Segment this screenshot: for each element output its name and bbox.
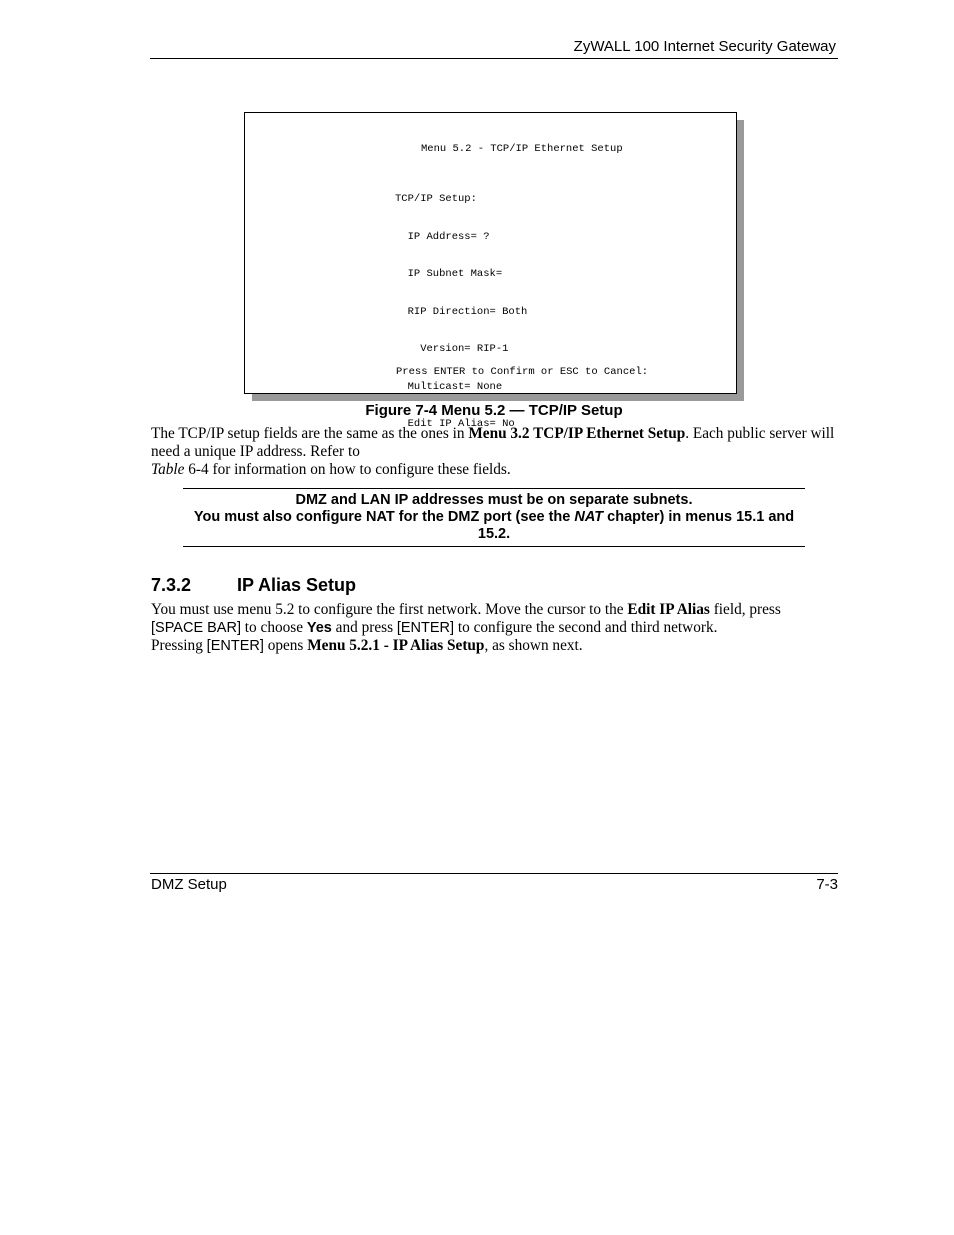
terminal-prompt: Press ENTER to Confirm or ESC to Cancel: xyxy=(396,366,649,378)
footer-page-number: 7-3 xyxy=(816,876,838,893)
footer-chapter: DMZ Setup xyxy=(151,876,227,893)
text: You must also configure NAT for the DMZ port (see the xyxy=(193,509,575,525)
text: You must use menu 5.2 to configure the first network. Move the cursor to the xyxy=(151,601,628,618)
page-footer xyxy=(150,873,838,893)
figure-caption: Figure 7-4 Menu 5.2 — TCP/IP Setup xyxy=(365,402,623,419)
page-header xyxy=(150,36,838,59)
key-label: [ENTER] xyxy=(396,620,455,636)
bold-text: Edit IP Alias xyxy=(627,601,710,618)
text: . Each public server will need a unique IP address. Refer to xyxy=(151,425,835,460)
text: chapter) in menus 15.1 and 15.2. xyxy=(477,509,795,542)
nat-chapter-reference: NAT xyxy=(574,509,604,525)
terminal-line: IP Subnet Mask= xyxy=(395,268,503,280)
terminal-line: RIP Direction= Both xyxy=(395,305,528,318)
section-number: 7.3.2 xyxy=(151,575,192,595)
terminal-line: Version= RIP-1 xyxy=(395,343,509,355)
terminal-line: TCP/IP Setup: xyxy=(395,193,477,205)
terminal-line: Multicast= None xyxy=(395,380,503,393)
terminal-line: IP Address= ? xyxy=(395,230,490,243)
note-line xyxy=(183,509,805,543)
bold-text: Menu 5.2.1 - IP Alias Setup xyxy=(307,637,485,654)
key-label: [SPACE BAR] xyxy=(151,620,241,636)
text: 6-4 for information on how to configure these fields. xyxy=(184,461,511,478)
terminal-line: Edit IP Alias= No xyxy=(395,418,515,430)
paragraph-tcpip xyxy=(151,425,841,479)
header-title: ZyWALL 100 Internet Security Gateway xyxy=(573,38,836,55)
text: The TCP/IP setup fields are the same as the ones in xyxy=(151,425,469,442)
text: to configure the second and third network. xyxy=(454,619,718,636)
terminal-menu-title: Menu 5.2 - TCP/IP Ethernet Setup xyxy=(421,143,623,155)
text: Pressing xyxy=(151,637,207,654)
table-reference[interactable]: Table xyxy=(151,461,185,478)
note-box xyxy=(183,488,805,547)
text: opens xyxy=(263,637,308,654)
section-heading xyxy=(151,575,356,596)
text: field, press xyxy=(709,601,781,618)
text: , as shown next. xyxy=(484,637,583,654)
note-line: DMZ and LAN IP addresses must be on separate subnets. xyxy=(295,492,693,508)
paragraph-ip-alias xyxy=(151,601,841,655)
text: and press xyxy=(331,619,397,636)
key-label: [ENTER] xyxy=(206,638,264,654)
key-label: Yes xyxy=(306,620,332,636)
text: to choose xyxy=(240,619,307,636)
bold-text: Menu 3.2 TCP/IP Ethernet Setup xyxy=(468,425,686,442)
section-title: IP Alias Setup xyxy=(237,575,357,595)
